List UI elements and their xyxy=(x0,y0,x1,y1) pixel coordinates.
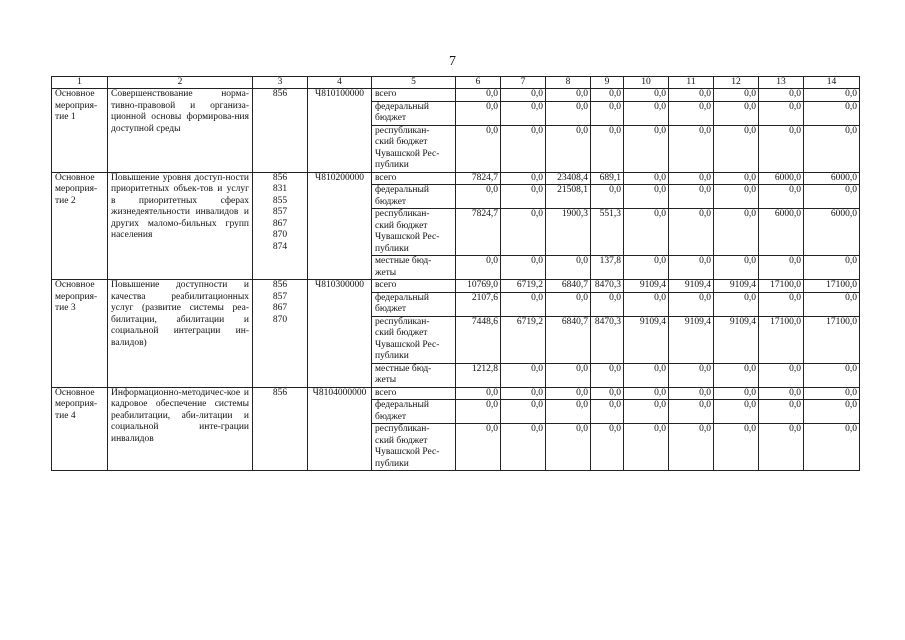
table-row xyxy=(52,172,860,185)
funding-source: федеральный бюджет xyxy=(372,292,456,316)
amount-cell: 0,0 xyxy=(546,125,591,172)
amount-cell: 0,0 xyxy=(669,424,714,471)
header-cell: 3 xyxy=(253,77,308,89)
measure-grbs-codes: 856 857 867 870 xyxy=(253,280,308,388)
amount-cell: 0,0 xyxy=(591,363,624,387)
amount-cell: 9109,4 xyxy=(669,280,714,293)
amount-cell: 0,0 xyxy=(624,89,669,102)
measure-name: Основное мероприя-тие 3 xyxy=(52,280,108,388)
table-row xyxy=(52,387,860,400)
amount-cell: 0,0 xyxy=(624,292,669,316)
amount-cell: 0,0 xyxy=(714,89,759,102)
amount-cell: 7824,7 xyxy=(456,172,501,185)
amount-cell: 0,0 xyxy=(624,424,669,471)
amount-cell: 0,0 xyxy=(804,387,860,400)
amount-cell: 9109,4 xyxy=(624,316,669,363)
table-row xyxy=(52,89,860,102)
amount-cell: 0,0 xyxy=(759,101,804,125)
amount-cell: 0,0 xyxy=(501,400,546,424)
amount-cell: 0,0 xyxy=(624,400,669,424)
amount-cell: 0,0 xyxy=(546,363,591,387)
funding-source: республикан- ский бюджет Чувашской Рес- публики xyxy=(372,316,456,363)
amount-cell: 0,0 xyxy=(546,424,591,471)
amount-cell: 0,0 xyxy=(714,292,759,316)
measure-description: Совершенствование норма-тивно-правовой и организа-ционной основы формирова-ния доступной среды xyxy=(108,89,253,173)
amount-cell: 1212,8 xyxy=(456,363,501,387)
amount-cell: 0,0 xyxy=(546,400,591,424)
amount-cell: 0,0 xyxy=(501,424,546,471)
amount-cell: 0,0 xyxy=(501,256,546,280)
amount-cell: 0,0 xyxy=(624,209,669,256)
header-cell: 8 xyxy=(546,77,591,89)
amount-cell: 0,0 xyxy=(714,363,759,387)
amount-cell: 1900,3 xyxy=(546,209,591,256)
amount-cell: 0,0 xyxy=(591,387,624,400)
funding-source: федеральный бюджет xyxy=(372,185,456,209)
amount-cell: 6719,2 xyxy=(501,280,546,293)
amount-cell: 2107,6 xyxy=(456,292,501,316)
amount-cell: 0,0 xyxy=(501,292,546,316)
amount-cell: 0,0 xyxy=(669,292,714,316)
measure-name: Основное мероприя-тие 1 xyxy=(52,89,108,173)
amount-cell: 0,0 xyxy=(624,185,669,209)
amount-cell: 0,0 xyxy=(546,292,591,316)
amount-cell: 0,0 xyxy=(501,89,546,102)
amount-cell: 0,0 xyxy=(669,256,714,280)
amount-cell: 137,8 xyxy=(591,256,624,280)
amount-cell: 0,0 xyxy=(669,387,714,400)
measure-grbs-codes: 856 831 855 857 867 870 874 xyxy=(253,172,308,280)
funding-source: республикан- ский бюджет Чувашской Рес- публики xyxy=(372,424,456,471)
amount-cell: 0,0 xyxy=(669,89,714,102)
amount-cell: 0,0 xyxy=(804,185,860,209)
page-number: 7 xyxy=(449,54,456,69)
measure-csr-code: Ч810300000 xyxy=(308,280,372,388)
header-cell: 14 xyxy=(804,77,860,89)
measure-csr-code: Ч810100000 xyxy=(308,89,372,173)
measure-description: Повышение уровня доступ-ности приоритетных объек-тов и услуг в приоритетных сферах жизнедеятельности инвалидов и других маломо-бильных групп населения xyxy=(108,172,253,280)
amount-cell: 0,0 xyxy=(759,387,804,400)
amount-cell: 0,0 xyxy=(759,185,804,209)
header-row xyxy=(52,77,860,89)
amount-cell: 17100,0 xyxy=(759,280,804,293)
amount-cell: 9109,4 xyxy=(714,280,759,293)
amount-cell: 0,0 xyxy=(501,172,546,185)
amount-cell: 6000,0 xyxy=(759,209,804,256)
amount-cell: 0,0 xyxy=(501,209,546,256)
header-cell: 9 xyxy=(591,77,624,89)
amount-cell: 6000,0 xyxy=(804,172,860,185)
amount-cell: 6000,0 xyxy=(759,172,804,185)
budget-table xyxy=(51,76,860,471)
amount-cell: 0,0 xyxy=(669,209,714,256)
amount-cell: 0,0 xyxy=(669,172,714,185)
amount-cell: 0,0 xyxy=(759,292,804,316)
amount-cell: 0,0 xyxy=(714,185,759,209)
header-cell: 11 xyxy=(669,77,714,89)
amount-cell: 0,0 xyxy=(624,363,669,387)
amount-cell: 0,0 xyxy=(714,125,759,172)
header-cell: 5 xyxy=(372,77,456,89)
amount-cell: 0,0 xyxy=(501,185,546,209)
amount-cell: 0,0 xyxy=(669,101,714,125)
amount-cell: 0,0 xyxy=(804,363,860,387)
amount-cell: 0,0 xyxy=(669,363,714,387)
amount-cell: 6840,7 xyxy=(546,280,591,293)
amount-cell: 0,0 xyxy=(456,185,501,209)
amount-cell: 0,0 xyxy=(714,400,759,424)
amount-cell: 0,0 xyxy=(591,424,624,471)
measure-grbs-codes: 856 xyxy=(253,89,308,173)
amount-cell: 0,0 xyxy=(624,256,669,280)
measure-name: Основное мероприя-тие 2 xyxy=(52,172,108,280)
header-cell: 6 xyxy=(456,77,501,89)
amount-cell: 0,0 xyxy=(804,256,860,280)
funding-source: федеральный бюджет xyxy=(372,101,456,125)
funding-source: республикан- ский бюджет Чувашской Рес- публики xyxy=(372,209,456,256)
amount-cell: 0,0 xyxy=(591,89,624,102)
funding-source: всего xyxy=(372,89,456,102)
amount-cell: 0,0 xyxy=(759,400,804,424)
amount-cell: 0,0 xyxy=(759,363,804,387)
amount-cell: 0,0 xyxy=(714,424,759,471)
amount-cell: 0,0 xyxy=(804,400,860,424)
amount-cell: 0,0 xyxy=(546,101,591,125)
amount-cell: 8470,3 xyxy=(591,280,624,293)
amount-cell: 17100,0 xyxy=(759,316,804,363)
amount-cell: 0,0 xyxy=(759,256,804,280)
amount-cell: 0,0 xyxy=(804,101,860,125)
amount-cell: 0,0 xyxy=(456,125,501,172)
funding-source: всего xyxy=(372,280,456,293)
amount-cell: 10769,0 xyxy=(456,280,501,293)
funding-source: местные бюд- жеты xyxy=(372,363,456,387)
amount-cell: 0,0 xyxy=(591,101,624,125)
amount-cell: 0,0 xyxy=(501,387,546,400)
amount-cell: 0,0 xyxy=(546,387,591,400)
measure-csr-code: Ч8104000000 xyxy=(308,387,372,471)
amount-cell: 551,3 xyxy=(591,209,624,256)
funding-source: республикан- ский бюджет Чувашской Рес- публики xyxy=(372,125,456,172)
amount-cell: 0,0 xyxy=(624,125,669,172)
amount-cell: 0,0 xyxy=(714,101,759,125)
amount-cell: 23408,4 xyxy=(546,172,591,185)
amount-cell: 7824,7 xyxy=(456,209,501,256)
funding-source: всего xyxy=(372,387,456,400)
amount-cell: 17100,0 xyxy=(804,316,860,363)
header-cell: 4 xyxy=(308,77,372,89)
amount-cell: 0,0 xyxy=(804,89,860,102)
amount-cell: 0,0 xyxy=(456,424,501,471)
amount-cell: 0,0 xyxy=(456,387,501,400)
amount-cell: 0,0 xyxy=(546,256,591,280)
amount-cell: 0,0 xyxy=(714,209,759,256)
amount-cell: 21508,1 xyxy=(546,185,591,209)
amount-cell: 0,0 xyxy=(759,125,804,172)
amount-cell: 0,0 xyxy=(501,101,546,125)
amount-cell: 0,0 xyxy=(624,387,669,400)
amount-cell: 0,0 xyxy=(591,292,624,316)
amount-cell: 0,0 xyxy=(624,172,669,185)
amount-cell: 6719,2 xyxy=(501,316,546,363)
amount-cell: 0,0 xyxy=(456,256,501,280)
funding-source: местные бюд- жеты xyxy=(372,256,456,280)
amount-cell: 0,0 xyxy=(501,125,546,172)
header-cell: 10 xyxy=(624,77,669,89)
amount-cell: 0,0 xyxy=(759,424,804,471)
amount-cell: 6000,0 xyxy=(804,209,860,256)
amount-cell: 0,0 xyxy=(456,89,501,102)
amount-cell: 0,0 xyxy=(714,387,759,400)
measure-csr-code: Ч810200000 xyxy=(308,172,372,280)
amount-cell: 0,0 xyxy=(804,125,860,172)
header-cell: 1 xyxy=(52,77,108,89)
measure-description: Информационно-методичес-кое и кадровое обеспечение системы реабилитации, аби-литации и социальной инте-грации инвалидов xyxy=(108,387,253,471)
amount-cell: 689,1 xyxy=(591,172,624,185)
amount-cell: 0,0 xyxy=(804,292,860,316)
amount-cell: 0,0 xyxy=(714,172,759,185)
header-cell: 13 xyxy=(759,77,804,89)
amount-cell: 0,0 xyxy=(669,185,714,209)
amount-cell: 0,0 xyxy=(591,400,624,424)
amount-cell: 0,0 xyxy=(546,89,591,102)
amount-cell: 9109,4 xyxy=(669,316,714,363)
amount-cell: 0,0 xyxy=(714,256,759,280)
measure-name: Основное мероприя-тие 4 xyxy=(52,387,108,471)
amount-cell: 0,0 xyxy=(591,125,624,172)
amount-cell: 7448,6 xyxy=(456,316,501,363)
amount-cell: 0,0 xyxy=(456,101,501,125)
amount-cell: 6840,7 xyxy=(546,316,591,363)
header-cell: 7 xyxy=(501,77,546,89)
amount-cell: 0,0 xyxy=(669,400,714,424)
amount-cell: 0,0 xyxy=(591,185,624,209)
table-row xyxy=(52,280,860,293)
measure-description: Повышение доступности и качества реабилитационных услуг (развитие системы реа-билитации, абилитации и социальной интеграции ин-валидов) xyxy=(108,280,253,388)
amount-cell: 8470,3 xyxy=(591,316,624,363)
amount-cell: 0,0 xyxy=(501,363,546,387)
amount-cell: 9109,4 xyxy=(714,316,759,363)
amount-cell: 0,0 xyxy=(624,101,669,125)
header-cell: 2 xyxy=(108,77,253,89)
measure-grbs-codes: 856 xyxy=(253,387,308,471)
funding-source: федеральный бюджет xyxy=(372,400,456,424)
funding-source: всего xyxy=(372,172,456,185)
header-cell: 12 xyxy=(714,77,759,89)
amount-cell: 9109,4 xyxy=(624,280,669,293)
amount-cell: 0,0 xyxy=(759,89,804,102)
amount-cell: 0,0 xyxy=(669,125,714,172)
amount-cell: 0,0 xyxy=(456,400,501,424)
amount-cell: 0,0 xyxy=(804,424,860,471)
amount-cell: 17100,0 xyxy=(804,280,860,293)
